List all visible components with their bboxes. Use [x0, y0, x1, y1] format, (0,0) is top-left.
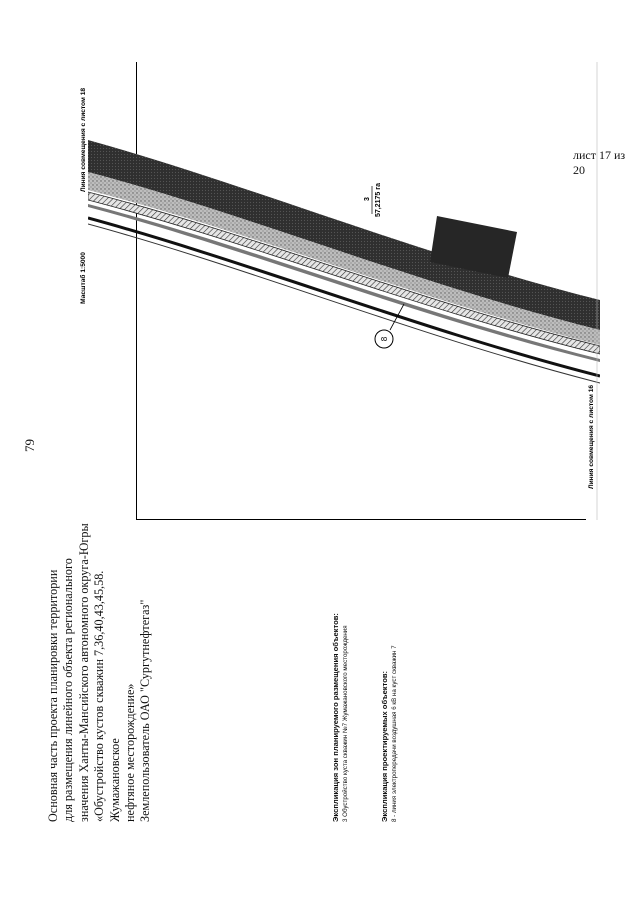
title-line: Жумажановское — [107, 738, 122, 822]
title-line: Землепользователь ОАО "Сургутнефтегаз" — [138, 599, 153, 822]
legend-objects-item: 8 - линия электропередачи воздушная 6 кВ на куст скважин 7 — [391, 645, 398, 822]
title-line: для размещения линейного объекта регионального — [61, 558, 76, 822]
page-number: 79 — [22, 439, 37, 452]
match-line-bottom: Линия совмещения с листом 16 — [588, 384, 595, 490]
scale-label: Масштаб 1:5000 — [80, 252, 87, 304]
zone-stipple-band — [88, 172, 600, 345]
legend-zones-item: 3 Обустройство куста скважин №7 Жумажановского месторождения — [342, 625, 349, 822]
zone-number: 3 — [364, 197, 371, 201]
legend-zones — [330, 613, 351, 822]
title-line: Основная часть проекта планировки территории — [46, 569, 60, 822]
zone-dark-band — [88, 140, 600, 330]
road-hatch — [88, 192, 600, 354]
object-marker-label: 8 — [380, 336, 389, 342]
title-line: нефтяное месторождение» — [123, 683, 138, 822]
zone-area: 57,2175 га — [375, 182, 382, 218]
legend-objects — [379, 645, 400, 822]
match-line-top: Линия совмещения с листом 18 — [80, 87, 87, 193]
title-block — [46, 523, 154, 822]
title-line: значения Ханты-Мансийского автономного округа-Югры — [76, 523, 91, 822]
legend-zones-heading: Экспликация зон планируемого размещения объектов: — [331, 613, 340, 822]
legend-objects-heading: Экспликация проектируемых объектов: — [380, 670, 389, 822]
sheet-label: лист 17 из 20 — [573, 148, 626, 177]
map-drawing — [80, 60, 600, 530]
title-line: «Обустройство кустов скважин 7,36,40,43,45,58. — [92, 570, 107, 822]
